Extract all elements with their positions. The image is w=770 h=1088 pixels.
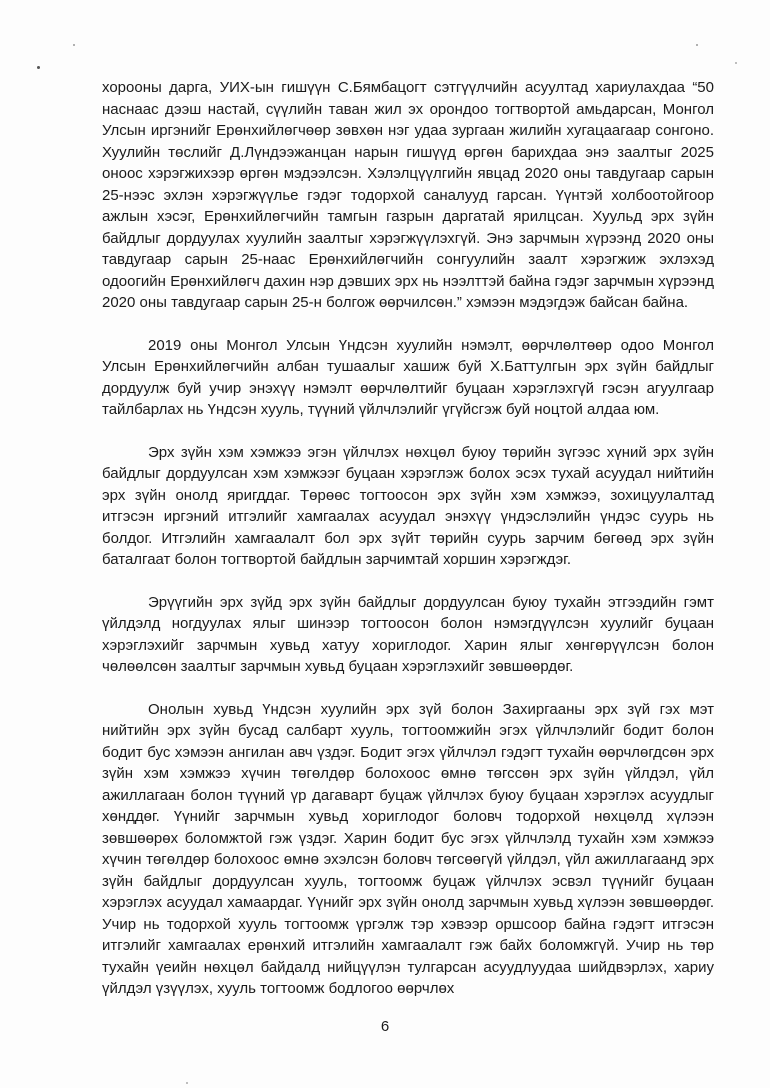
scan-speck (735, 62, 737, 64)
paragraph: Эрүүгийн эрх зүйд эрх зүйн байдлыг дордуулсан буюу тухайн этгээдийн гэмт үйлдэлд ногдуулах ялыг шинээр тогтоосон болон нэмэгдүүлсэн хуулийг буцаан хэрэглэхийг зарчмын хувьд хатуу хориглодог. Харин ялыг хөнгөрүүлсэн болон чөлөөлсөн заалтыг зарчмын хувьд буцаан хэрэглэхийг зөвшөөрдөг. (102, 593, 714, 675)
scan-speck (73, 44, 75, 46)
scan-speck (696, 44, 698, 46)
paragraph: Эрх зүйн хэм хэмжээ эгэн үйлчлэх нөхцөл буюу төрийн зүгээс хүний эрх зүйн байдлыг дордуулсан хэм хэмжээг буцаан хэрэглэж болох эсэх тухай асуудал нийтийн эрх зүйн онолд яригддаг. Төрөөс тогтоосон эрх зүйн хэм хэмжээ, зохицуулалтад итгэсэн иргэний итгэлийг хамгаалах асуудал энэхүү үндэслэлийн үндэс суурь нь болдог. Итгэлийн хамгаалалт бол эрх зүйт төрийн суурь зарчим бөгөөд эрх зүйн баталгаат болон тогтвортой байдлын зарчимтай хоршин хэрэгждэг. (102, 443, 714, 568)
scan-speck (37, 66, 40, 69)
page-number: 6 (380, 1018, 390, 1035)
paragraph: хорооны дарга, УИХ-ын гишүүн С.Бямбацогт сэтгүүлчийн асуултад хариулахдаа “50 наснаас дээш настай, сүүлийн таван жил эх орондоо тогтвортой амьдарсан, Монгол Улсын иргэнийг Ерөнхийлөгчөөр зөвхөн нэг удаа зургаан жилийн хугацаагаар сонгоно. Хуулийн төслийг Д.Лүндээжанцан нарын гишүүд өргөн барихдаа энэ заалтыг 2025 оноос хэрэгжихээр өргөн мэдээлсэн. Хэлэлцүүлгийн явцад 2020 оны тавдугаар сарын 25-нээс эхлэн хэрэгжүүлье гэдэг тодорхой саналууд гарсан. Үүнтэй холбоотойгоор ажлын хэсэг, Ерөнхийлөгчийн тамгын газрын даргатай ярилцсан. Хуульд эрх зүйн байдлыг дордуулах хуулийн заалтыг хэрэгжүүлэхгүй. Энэ зарчмын хүрээнд 2020 оны тавдугаар сарын 25-наас Ерөнхийлөгчийн сонгуулийн заалт хэрэгжиж эхлэхэд одоогийн Ерөнхийлөгч дахин нэр дэвших эрх нь нээлттэй байна гэдэг зарчмын хүрээнд 2020 оны тавдугаар сарын 25-н болгож өөрчилсөн.” хэмээн мэдэгдэж байсан байна. (102, 79, 714, 311)
scan-speck (186, 1082, 188, 1084)
paragraph: Онолын хувьд Үндсэн хуулийн эрх зүй болон Захиргааны эрх зүй гэх мэт нийтийн эрх зүйн бусад салбарт хууль, тогтоомжийн эгэх үйлчлэлийг бодит болон бодит бус хэмээн ангилан авч үздэг. Бодит эгэх үйлчлэл гэдэгт тухайн өөрчлөгдсөн эрх зүйн хэм хэмжээ хүчин төгөлдөр болохоос өмнө төгссөн эрх зүйн үйлдэл, үйл ажиллагаан болон түүний үр дагаварт буцаж үйлчлэх буюу буцаан хэрэглэх асуудлыг хөнддөг. Үүнийг зарчмын хувьд хориглодог боловч тодорхой нөхцөлд хүлээн зөвшөөрөх боломжтой гэж үздэг. Харин бодит бус эгэх үйлчлэлд тухайн хэм хэмжээ хүчин төгөлдөр болохоос өмнө эхэлсэн боловч төгсөөгүй үйлдэл, үйл ажиллагаанд эрх зүйн байдлыг дордуулсан хууль, тогтоомж буцаж үйлчлэх эсвэл түүнийг буцаан хэрэглэх асуудал хамаардаг. Үүнийг эрх зүйн онолд зарчмын хувьд хүлээн зөвшөөрдөг. Учир нь тодорхой хууль тогтоомж үргэлж тэр хэвээр оршсоор байна гэдэгт итгэсэн итгэлийг хамгаалах ерөнхий итгэлийн хамгаалалт гэж байх боломжгүй. Учир нь төр тухайн үеийн нөхцөл байдалд нийцүүлэн тулгарсан асуудлуудаа шийдвэрлэх, хариу үйлдэл үзүүлэх, хууль тогтоомж бодлогоо өөрчлөх (102, 700, 714, 997)
paragraph: 2019 оны Монгол Улсын Үндсэн хуулийн нэмэлт, өөрчлөлтөөр одоо Монгол Улсын Ерөнхийлөгчийн албан тушаалыг хашиж буй Х.Баттулгын эрх зүйн байдлыг дордуулж буй учир энэхүү нэмэлт өөрчлөлтийг буцаан хэрэглэхгүй гэсэн агуулгаар тайлбарлах нь Үндсэн хууль, түүний үйлчлэлийг үгүйсгэж буй ноцтой алдаа юм. (102, 336, 714, 418)
document-body (102, 77, 714, 1021)
